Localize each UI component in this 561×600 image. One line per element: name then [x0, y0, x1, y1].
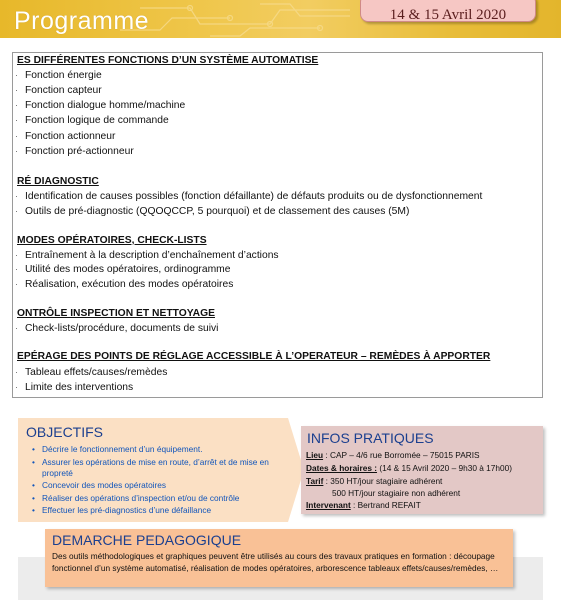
info-tarif: Tarif : 350 HT/jour stagiaire adhérent — [306, 476, 443, 486]
bullet-icon: · — [15, 191, 18, 201]
objectif-item: • Effectuer les pré-diagnostics d’une défaillance — [32, 505, 212, 515]
demarche-title: DEMARCHE PEDAGOGIQUE — [52, 532, 242, 548]
list-item: · Fonction pré-actionneur — [15, 146, 134, 157]
list-item: · Fonction énergie — [15, 70, 102, 81]
objectif-item: • Assurer les opérations de mise en route, d’arrêt et de mise en propreté — [32, 456, 269, 478]
objectif-item: • Décrire le fonctionnement d’un équipement. — [32, 444, 203, 454]
list-item: · Fonction dialogue homme/machine — [15, 100, 186, 111]
objectifs-list — [30, 444, 290, 518]
bullet-icon: • — [32, 444, 35, 454]
bullet-icon: · — [15, 264, 18, 274]
bullet-icon: · — [15, 367, 18, 377]
list-item: · Utilité des modes opératoires, ordinogramme — [15, 264, 231, 275]
infos-title: INFOS PRATIQUES — [307, 430, 434, 446]
section-title: ES DIFFÉRENTES FONCTIONS D’UN SYSTÈME AUTOMATISE — [17, 55, 319, 66]
page-title: Programme — [14, 7, 150, 35]
objectifs-title: OBJECTIFS — [26, 424, 104, 440]
section-title: MODES OPÉRATOIRES, CHECK-LISTS — [17, 235, 207, 246]
bullet-icon: · — [15, 323, 18, 333]
list-item: · Identification de causes possibles (fonction défaillante) de défauts produits ou de dysfonctionnement — [15, 191, 483, 202]
list-item: · Fonction logique de commande — [15, 115, 169, 126]
program-section — [12, 52, 543, 398]
info-intervenant: Intervenant : Bertrand REFAIT — [306, 500, 421, 510]
list-item: · Limite des interventions — [15, 382, 134, 393]
bullet-icon: · — [15, 100, 18, 110]
bullet-icon: · — [15, 250, 18, 260]
bullet-icon: · — [15, 115, 18, 125]
demarche-text: Des outils méthodologiques et graphiques peuvent être utilisés au cours des travaux pratiques en formation : découpage fonctionnel d’un système automatisé, réalisation de modes opératoires, arborescence tableaux effets/causes/remèdes, … — [52, 551, 499, 573]
bullet-icon: · — [15, 131, 18, 141]
bullet-icon: · — [15, 279, 18, 289]
list-item: · Fonction capteur — [15, 85, 102, 96]
bullet-icon: · — [15, 382, 18, 392]
list-item: · Check-lists/procédure, documents de suivi — [15, 323, 219, 334]
list-item: · Entraînement à la description d’enchaînement d’actions — [15, 250, 279, 261]
bullet-icon: • — [32, 456, 35, 467]
objectif-item: • Réaliser des opérations d’inspection et/ou de contrôle — [32, 492, 240, 503]
list-item: · Fonction actionneur — [15, 131, 116, 142]
section-title: RÉ DIAGNOSTIC — [17, 176, 99, 187]
info-lieu: Lieu : CAP – 4/6 rue Borromée – 75015 PARIS — [306, 450, 480, 460]
list-item: · Tableau effets/causes/remèdes — [15, 367, 168, 378]
list-item: · Outils de pré-diagnostic (QQOQCCP, 5 pourquoi) et de classement des causes (5M) — [15, 206, 410, 217]
bullet-icon: · — [15, 70, 18, 80]
info-dates: Dates & horaires : (14 & 15 Avril 2020 – 9h30 à 17h00) — [306, 463, 513, 473]
bullet-icon: • — [32, 492, 35, 503]
bullet-icon: • — [32, 505, 35, 515]
objectif-item: • Concevoir des modes opératoires — [32, 480, 167, 490]
bullet-icon: · — [15, 85, 18, 95]
list-item: · Réalisation, exécution des modes opératoires — [15, 279, 234, 290]
info-tarif-2: 500 HT/jour stagiaire non adhérent — [332, 488, 461, 498]
bullet-icon: · — [15, 146, 18, 156]
bullet-icon: • — [32, 480, 35, 490]
date-badge: 14 & 15 Avril 2020 — [360, 0, 536, 22]
bullet-icon: · — [15, 206, 18, 216]
section-title: EPÉRAGE DES POINTS DE RÉGLAGE ACCESSIBLE À L’OPERATEUR – REMÈDES À APPORTER — [17, 351, 491, 362]
circuit-pattern — [120, 0, 350, 38]
section-title: ONTRÔLE INSPECTION ET NETTOYAGE — [17, 308, 215, 319]
